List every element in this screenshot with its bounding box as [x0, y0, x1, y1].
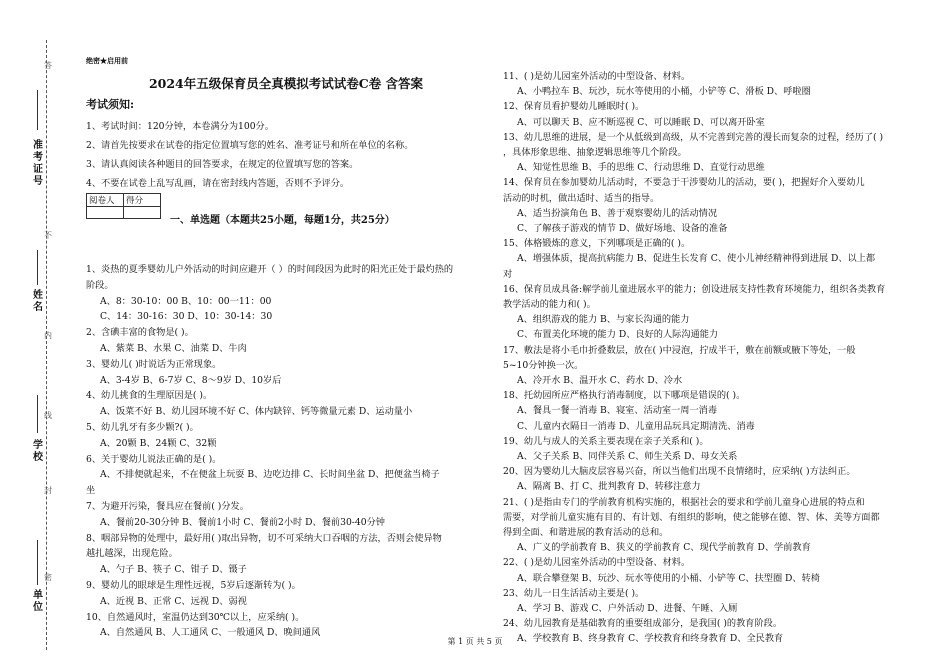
score-table-cell[interactable]: [124, 207, 161, 219]
question-text: 7、为避开污染，餐具应在餐前( )分发。: [86, 501, 249, 512]
answer-options: A、联合攀登架 B、玩沙、玩水等使用的小桶、小铲等 C、扶型圈 D、转椅: [517, 572, 820, 584]
question-text: 8、咽部异物的处理中，最好用( )取出异物，切不可采纳大口吞咽的方法，否则会使异物: [86, 532, 442, 544]
answer-options: A、父子关系 B、同伴关系 C、师生关系 D、母女关系: [517, 451, 738, 462]
page-footer: 第 1 页 共 5 页: [447, 637, 503, 646]
seal-word: 线: [44, 411, 52, 420]
question-text: 9、婴幼儿的眼球是生理性远视，5岁后逐渐转为( )。: [86, 580, 301, 591]
notice-item: 3、请认真阅读各种题目的回答要求，在规定的位置填写您的答案。: [86, 159, 359, 170]
school-field[interactable]: [37, 395, 38, 433]
answer-options: A、3-4岁 B、6-7岁 C、8～9岁 D、10岁后: [100, 374, 282, 386]
seal-word: 封: [44, 486, 52, 495]
question-text: 18、托幼园所应严格执行消毒制度，以下哪项是错误的( )。: [503, 390, 746, 402]
question-text: 12、保育员看护婴幼儿睡眠时( )。: [503, 101, 645, 113]
answer-options: A、知觉性思维 B、手的思维 C、行动思维 D、直觉行动思维: [517, 162, 765, 174]
answer-options: A、自然通风 B、人工通风 C、一般通风 D、晚间通风: [100, 627, 321, 639]
school-label: 学校: [33, 440, 43, 463]
question-text: 22、( )是幼儿园室外活动的中型设备、材料。: [503, 557, 691, 569]
question-text: 6、关于婴幼儿说法正确的是( )。: [86, 453, 222, 465]
question-text: 21、( )是指由专门的学前教育机构实施的，根据社会的要求和学前儿童身心进展的特点和: [503, 496, 865, 508]
question-text: 得到全面、和谐进展的教育活动的总和。: [503, 527, 669, 538]
answer-options: A、勺子 B、筷子 C、钳子 D、镊子: [100, 564, 247, 576]
answer-options: A、增强体质，提高抗病能力 B、促进生长发育 C、使小儿神经精神得到进展 D、以上都: [517, 253, 876, 265]
seal-word: 密: [44, 573, 52, 582]
answer-options: A、组织游戏的能力 B、与家长沟通的能力: [517, 314, 690, 326]
answer-options: A、隔离 B、打 C、批判教育 D、转移注意力: [517, 481, 701, 493]
seal-line: [46, 40, 47, 650]
answer-options: A、餐具一餐一消毒 B、寝室、活动室一周一消毒: [517, 405, 718, 417]
notice-item: 1、考试时间：120分钟，本卷满分为100分。: [86, 121, 274, 132]
score-table-score: 得分: [124, 194, 161, 207]
score-table-reviewer: 阅卷人: [87, 194, 124, 207]
question-text: 2、含碘丰富的食物是( )。: [86, 327, 194, 339]
answer-options: C、14：30-16：30 D、10：30-14：30: [100, 311, 273, 323]
question-text: 5~10分钟换一次。: [503, 359, 584, 371]
question-text: 1、炎热的夏季婴幼儿户外活动的时间应避开（ ）的时间段因为此时的阳光正处于最灼热的: [86, 264, 454, 275]
answer-options: A、广义的学前教育 B、狭义的学前教育 C、现代学前教育 D、学前教育: [517, 542, 811, 554]
answer-options: A、小鸭拉车 B、玩沙，玩水等使用的小桶，小铲等 C、滑板 D、呼啦圈: [517, 86, 811, 98]
exam-number-field[interactable]: [37, 90, 38, 130]
question-text: 13、幼儿思维的进展，是一个从低级到高级，从不完善到完善的漫长而复杂的过程，经历了( ): [503, 131, 884, 143]
question-text: 教学活动的能力和( )。: [503, 299, 596, 310]
answer-options: C、了解孩子游戏的情节 D、做好场地、设备的准备: [517, 223, 728, 234]
question-text: 3、婴幼儿( )时说话为正常现象。: [86, 358, 222, 370]
section-title: 一、单选题（本题共25小题，每题1分，共25分）: [170, 215, 395, 226]
question-text: 17、敷法是将小毛巾折叠数层，放在( )中浸泡，拧成半干，敷在前额或腋下等处，一般: [503, 344, 856, 356]
binding-margin: [0, 0, 70, 671]
answer-options: C、布置美化环境的能力 D、良好的人际沟通能力: [517, 329, 719, 341]
exam-number-label: 准考证号: [33, 140, 43, 187]
question-text: 阶段。: [86, 279, 114, 291]
notice-heading: 考试须知:: [86, 98, 135, 111]
answer-options: 坐: [86, 485, 96, 497]
answer-options: A、学校教育 B、终身教育 C、学校教育和终身教育 D、全民教育: [517, 633, 784, 645]
question-text: 14、保育员在参加婴幼儿活动时，不要急于干涉婴幼儿的活动，要( )，把握好介入要幼儿: [503, 177, 865, 189]
answer-options: A、不排便就起来，不在便盆上玩耍 B、边吃边排 C、长时间坐盆 D、把便盆当椅子: [100, 469, 440, 481]
answer-options: A、近视 B、正常 C、远视 D、弱视: [100, 595, 247, 607]
answer-options: 对: [503, 268, 513, 280]
question-text: 20、因为婴幼儿大脑皮层容易兴奋，所以当他们出现不良情绪时，应采纳( )方法纠正。: [503, 466, 856, 478]
answer-options: A、8：30-10：00 B、10：00一11：00: [100, 295, 272, 307]
score-table: [86, 193, 161, 219]
answer-options: A、适当扮演角色 B、善于观察婴幼儿的活动情况: [517, 207, 718, 219]
seal-word: 不: [44, 231, 52, 240]
question-text: ，具体形象思维、抽象逻辑思维等几个阶段。: [503, 147, 687, 158]
answer-options: A、冷开水 B、温开水 C、药水 D、冷水: [517, 375, 683, 386]
page-title: 2024年五级保育员全真模拟考试试卷C卷 含答案: [148, 76, 424, 91]
answer-options: A、餐前20-30分钟 B、餐前1小时 C、餐前2小时 D、餐前30-40分钟: [100, 516, 385, 528]
name-label: 姓名: [33, 290, 43, 313]
question-text: 15、体格锻炼的意义，下列哪项是正确的( )。: [503, 238, 691, 250]
answer-options: A、紫菜 B、水果 C、油菜 D、牛肉: [100, 343, 247, 354]
question-text: 23、幼儿一日生活活动主要是( )。: [503, 587, 645, 599]
score-table-cell[interactable]: [87, 207, 124, 219]
unit-label: 单位: [33, 590, 43, 613]
seal-word: 内: [44, 331, 52, 340]
answer-options: A、学习 B、游戏 C、户外活动 D、进餐、午睡、入厕: [517, 603, 738, 614]
answer-options: A、可以聊天 B、应不断巡视 C、可以睡眠 D、可以离开卧室: [517, 116, 765, 128]
question-text: 活动的时机，做出适时、适当的指导。: [503, 192, 660, 204]
question-text: 需要，对学前儿童实施有目的、有计划、有组织的影响，使之能够在德、智、体、美等方面都: [503, 511, 880, 523]
secret-mark: 绝密★启用前: [86, 56, 128, 65]
question-text: 19、幼儿与成人的关系主要表现在亲子关系和( )。: [503, 435, 709, 447]
answer-options: A、饭菜不好 B、幼儿园环境不好 C、体内缺锌、钙等微量元素 D、运动量小: [100, 406, 413, 418]
answer-options: A、20颗 B、24颗 C、32颗: [100, 437, 217, 449]
question-text: 10、自然通风时，室温仍达到30℃以上，应采纳( )。: [86, 611, 305, 623]
answer-options: C、儿童内衣隔日一消毒 D、儿童用品玩具定期清洗、消毒: [517, 420, 755, 432]
question-text: 24、幼儿园教育是基础教育的重要组成部分，是我国( )的教育阶段。: [503, 618, 783, 630]
question-text: 5、幼儿乳牙有多少颗?( )。: [86, 422, 199, 433]
seal-word: 答: [44, 61, 52, 70]
question-text: 16、保育员成具备:解学前儿童进展水平的能力；创设进展支持性教育环境能力，组织各类教育: [503, 283, 886, 295]
question-text: 11、( )是幼儿园室外活动的中型设备、材料。: [503, 71, 691, 82]
question-text: 越扎越深，出现危险。: [86, 548, 178, 560]
notice-item: 4、不要在试卷上乱写乱画，请在密封线内答题，否则不予评分。: [86, 178, 350, 189]
name-field[interactable]: [37, 250, 38, 285]
notice-item: 2、请首先按要求在试卷的指定位置填写您的姓名、准考证号和所在单位的名称。: [86, 140, 414, 151]
unit-field[interactable]: [37, 540, 38, 585]
question-text: 4、幼儿挑食的生理原因是( )。: [86, 390, 213, 402]
